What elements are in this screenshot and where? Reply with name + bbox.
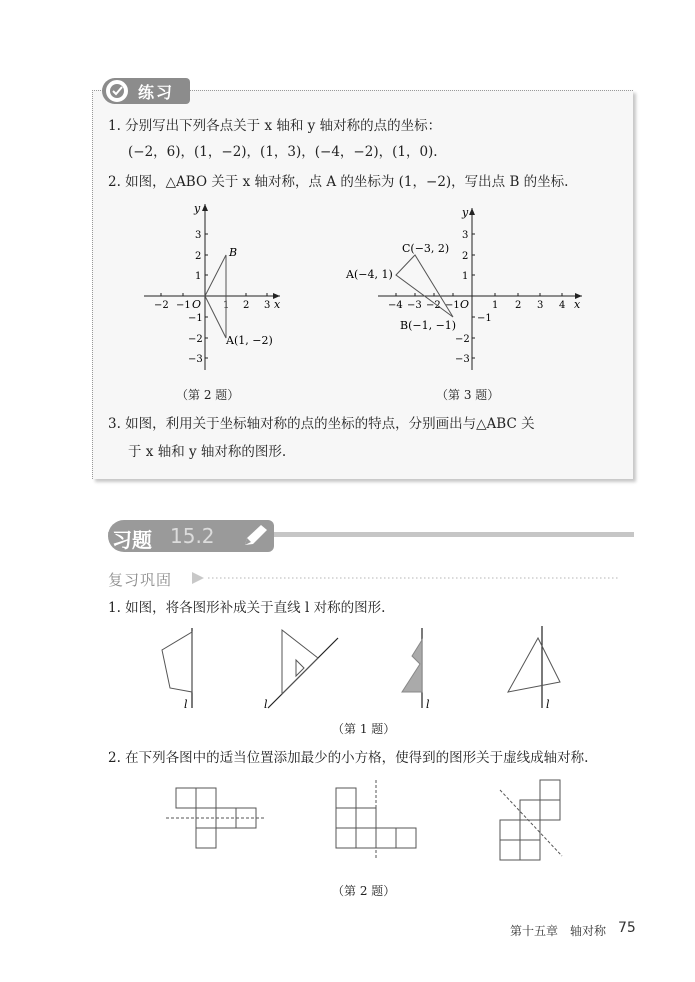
review-section-label: 复习巩固 <box>108 571 173 589</box>
y-tick: −2 <box>455 334 470 345</box>
figure-1c <box>402 628 430 711</box>
point-b-label: B(−1, −1) <box>400 319 457 332</box>
x-tick: −4 <box>388 300 403 311</box>
exercise-q2-text: 2. 在下列各图中的适当位置添加最少的小方格，使得到的图形关于虚线成轴对称. <box>108 750 589 766</box>
x-tick: 1 <box>492 300 499 311</box>
page-number: 75 <box>618 920 636 936</box>
y-tick: 2 <box>195 251 202 262</box>
y-axis-label: y <box>462 206 469 219</box>
x-axis-label: x <box>574 298 581 311</box>
y-tick: 1 <box>462 271 469 282</box>
practice-q3-line2: 于 x 轴和 y 轴对称的图形. <box>128 444 287 460</box>
chapter-footer: 第十五章 轴对称 <box>510 924 607 938</box>
triangle-arrow-icon <box>192 572 204 584</box>
y-tick: 3 <box>462 230 469 241</box>
point-a-label: A(−4, 1) <box>346 268 393 281</box>
y-tick: −1 <box>188 313 203 324</box>
y-tick: 2 <box>462 251 469 262</box>
y-axis-label: y <box>194 202 201 215</box>
exercise-q1-caption: （第 1 题） <box>332 722 396 736</box>
check-icon <box>106 80 128 102</box>
x-axis-label: x <box>274 298 281 311</box>
x-tick: −2 <box>154 300 169 311</box>
figure-1a <box>162 628 192 711</box>
grid-figure-a <box>166 788 266 848</box>
exercise-q1-text: 1. 如图，将各图形补成关于直线 l 对称的图形. <box>108 600 386 616</box>
exercise-number: 15.2 <box>170 524 215 548</box>
x-tick: 3 <box>537 300 544 311</box>
y-tick: −2 <box>188 334 203 345</box>
y-tick: −3 <box>455 354 470 365</box>
exercise-q2-caption: （第 2 题） <box>332 884 396 898</box>
line-label: l <box>184 698 188 711</box>
x-tick: 2 <box>515 300 522 311</box>
practice-q1-line1: 1. 分别写出下列各点关于 x 轴和 y 轴对称的点的坐标： <box>108 118 442 134</box>
figure-q3-caption: （第 3 题） <box>436 388 500 402</box>
x-tick: −3 <box>407 300 422 311</box>
point-b-label: B <box>229 246 238 259</box>
practice-q2-line1: 2. 如图，△ABO 关于 x 轴对称，点 A 的坐标为 (1，−2)，写出点 B 的坐标. <box>108 174 569 190</box>
origin-label: O <box>460 298 470 311</box>
line-label: l <box>546 698 550 711</box>
line-label: l <box>426 698 430 711</box>
y-tick: 1 <box>195 271 202 282</box>
review-section-divider <box>190 570 620 586</box>
x-tick: 2 <box>243 300 250 311</box>
point-c-label: C(−3, 2) <box>402 242 450 255</box>
x-tick: −1 <box>176 300 191 311</box>
y-tick: 3 <box>195 230 202 241</box>
grid-figure-b <box>336 780 416 858</box>
figure-q2-caption: （第 2 题） <box>176 388 240 402</box>
practice-q1-line2: (−2，6)，(1，−2)，(1，3)，(−4，−2)，(1，0). <box>128 144 438 160</box>
pencil-icon <box>240 522 272 550</box>
origin-label: O <box>192 298 202 311</box>
x-tick: −1 <box>445 300 460 311</box>
x-tick: 4 <box>559 300 566 311</box>
grid-figure-c <box>500 780 562 860</box>
practice-badge-icon <box>104 78 130 104</box>
figure-1b <box>264 630 338 711</box>
x-tick: −2 <box>426 300 441 311</box>
exercise-q2-figures <box>160 776 580 874</box>
practice-title: 练习 <box>138 83 175 102</box>
x-tick: 1 <box>223 300 230 311</box>
figure-1d <box>508 626 560 711</box>
point-a-label: A(1, −2) <box>226 334 273 347</box>
x-tick: 3 <box>264 300 271 311</box>
figure-q3 <box>340 202 590 378</box>
figure-q2 <box>140 198 290 378</box>
line-label: l <box>264 698 268 711</box>
y-tick: −3 <box>188 354 203 365</box>
exercise-title: 习题 <box>112 528 152 552</box>
practice-q3-line1: 3. 如图，利用关于坐标轴对称的点的坐标的特点，分别画出与△ABC 关 <box>108 416 535 432</box>
exercise-q1-figures <box>140 620 590 716</box>
y-tick: −1 <box>477 313 492 324</box>
